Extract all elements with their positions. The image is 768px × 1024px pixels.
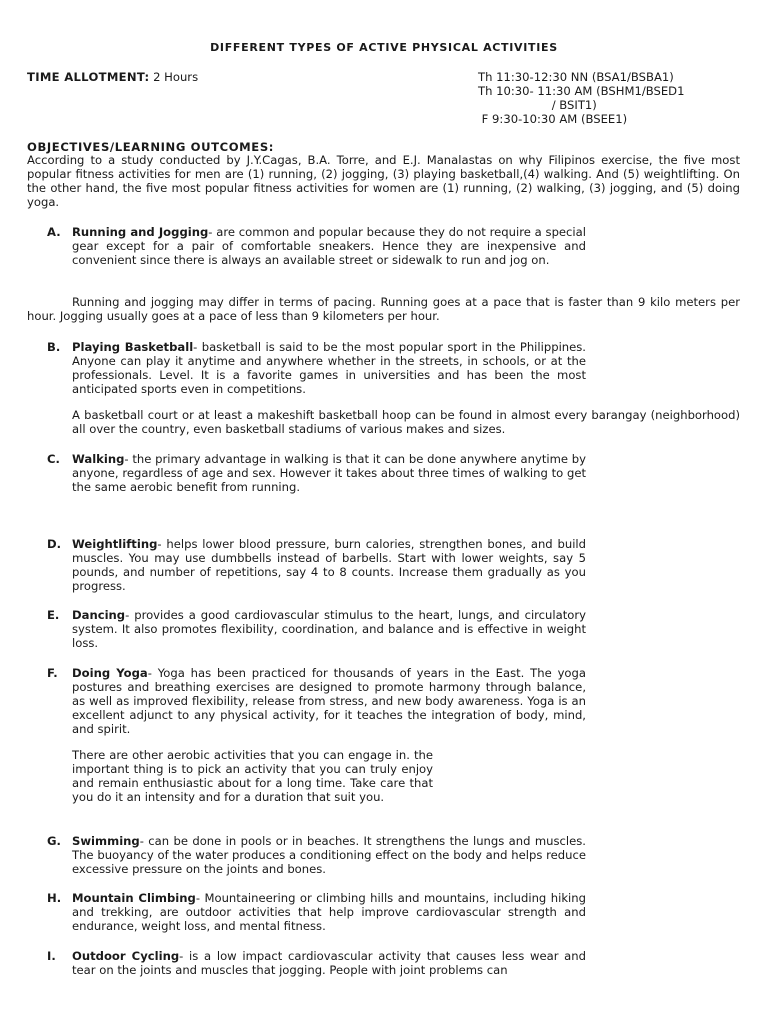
activity-item-swimming: [47, 834, 586, 876]
item-letter: C.: [47, 452, 60, 466]
activity-item-basketball: [47, 340, 586, 396]
item-name: Running and Jogging: [72, 225, 209, 239]
schedule-line: F 9:30-10:30 AM (BSEE1): [478, 112, 628, 126]
time-allotment-label: TIME ALLOTMENT:: [27, 70, 150, 84]
item-letter: B.: [47, 340, 61, 354]
item-name: Mountain Climbing: [72, 891, 196, 905]
item-text: - the primary advantage in walking is that it can be done anywhere anytime by anyone, regardless of age and sex. However it takes about three times of walking to get the same aerobic benefit from running.: [72, 452, 586, 494]
intro-paragraph: According to a study conducted by J.Y.Cagas, B.A. Torre, and E.J. Manalastas on why Filipinos exercise, the five most popular fitness activities for men are (1) running, (2) jogging, (3) playing basketball,(4) walking. And (5) weightlifting. On the other hand, the five most popular fitness activities for women are (1) running, (2) walking, (3) jogging, and (5) doing yoga.: [27, 153, 740, 209]
item-letter: D.: [47, 537, 62, 551]
item-text: - is a low impact cardiovascular activity that causes less wear and tear on the joints and muscles that jogging. People with joint problems can: [72, 949, 586, 977]
item-text: - are common and popular because they do not require a special gear except for a pair of comfortable sneakers. Hence they are inexpensive and convenient since there is always an available street or sidewalk to run and jog on.: [72, 225, 586, 267]
item-letter: I.: [47, 949, 56, 963]
running-note: Running and jogging may differ in terms of pacing. Running goes at a pace that is faster than 9 kilo meters per hour. Jogging usually goes at a pace of less than 9 kilometers per hour.: [27, 295, 740, 323]
activity-item-mountain-climbing: [47, 891, 586, 933]
item-text: - Yoga has been practiced for thousands of years in the East. The yoga postures and breathing exercises are designed to promote harmony through balance, as well as improved flexibility, release from stress, and new body awareness. Yoga is an excellent adjunct to any physical activity, for it teaches the integration of body, mind, and spirit.: [72, 666, 586, 736]
item-name: Swimming: [72, 834, 140, 848]
activity-item-dancing: [47, 608, 586, 650]
basketball-note: A basketball court or at least a makeshift basketball hoop can be found in almost every barangay (neighborhood) all over the country, even basketball stadiums of various makes and sizes.: [72, 408, 740, 436]
item-text: - Mountaineering or climbing hills and mountains, including hiking and trekking, are outdoor activities that help improve cardiovascular strength and endurance, weight loss, and mental fitness.: [72, 891, 586, 933]
schedule: [478, 70, 685, 126]
activity-item-yoga: [47, 666, 586, 736]
item-text: - provides a good cardiovascular stimulus to the heart, lungs, and circulatory system. It also promotes flexibility, coordination, and balance and is effective in weight loss.: [72, 608, 586, 650]
item-name: Walking: [72, 452, 125, 466]
item-text: - helps lower blood pressure, burn calories, strengthen bones, and build muscles. You may use dumbbells instead of barbells. Start with lower weights, say 5 pounds, and number of repetitions, say 4 to 8 counts. Increase them gradually as you progress.: [72, 537, 586, 593]
item-name: Doing Yoga: [72, 666, 148, 680]
aerobic-note: There are other aerobic activities that you can engage in. the important thing is to pick an activity that you can truly enjoy and remain enthusiastic about for a long time. Take care that you do it an intensity and for a duration that suit you.: [72, 748, 433, 804]
activity-item-walking: [47, 452, 586, 494]
activity-item-weightlifting: [47, 537, 586, 593]
item-name: Weightlifting: [72, 537, 158, 551]
item-letter: G.: [47, 834, 61, 848]
item-name: Outdoor Cycling: [72, 949, 180, 963]
time-allotment-value: 2 Hours: [149, 70, 199, 84]
schedule-line: Th 10:30- 11:30 AM (BSHM1/BSED1: [478, 84, 685, 98]
item-letter: F.: [47, 666, 58, 680]
document-title: DIFFERENT TYPES OF ACTIVE PHYSICAL ACTIVITIES: [210, 41, 558, 54]
time-allotment: [27, 70, 198, 84]
activity-item-cycling: [47, 949, 586, 977]
schedule-line: Th 11:30-12:30 NN (BSA1/BSBA1): [478, 70, 674, 84]
item-letter: E.: [47, 608, 60, 622]
item-name: Dancing: [72, 608, 126, 622]
item-text: - can be done in pools or in beaches. It strengthens the lungs and muscles. The buoyancy of the water produces a conditioning effect on the body and helps reduce excessive pressure on the joints and bones.: [72, 834, 586, 876]
objectives-heading: OBJECTIVES/LEARNING OUTCOMES:: [27, 140, 274, 154]
item-name: Playing Basketball: [72, 340, 194, 354]
activity-item-running: [47, 225, 586, 267]
item-text: - basketball is said to be the most popular sport in the Philippines. Anyone can play it anytime and anywhere whether in the streets, in schools, or at the professionals. Level. It is a favorite games in universities and has been the most anticipated sports even in competitions.: [72, 340, 586, 396]
schedule-line: / BSIT1): [478, 98, 597, 112]
item-letter: A.: [47, 225, 61, 239]
item-letter: H.: [47, 891, 62, 905]
